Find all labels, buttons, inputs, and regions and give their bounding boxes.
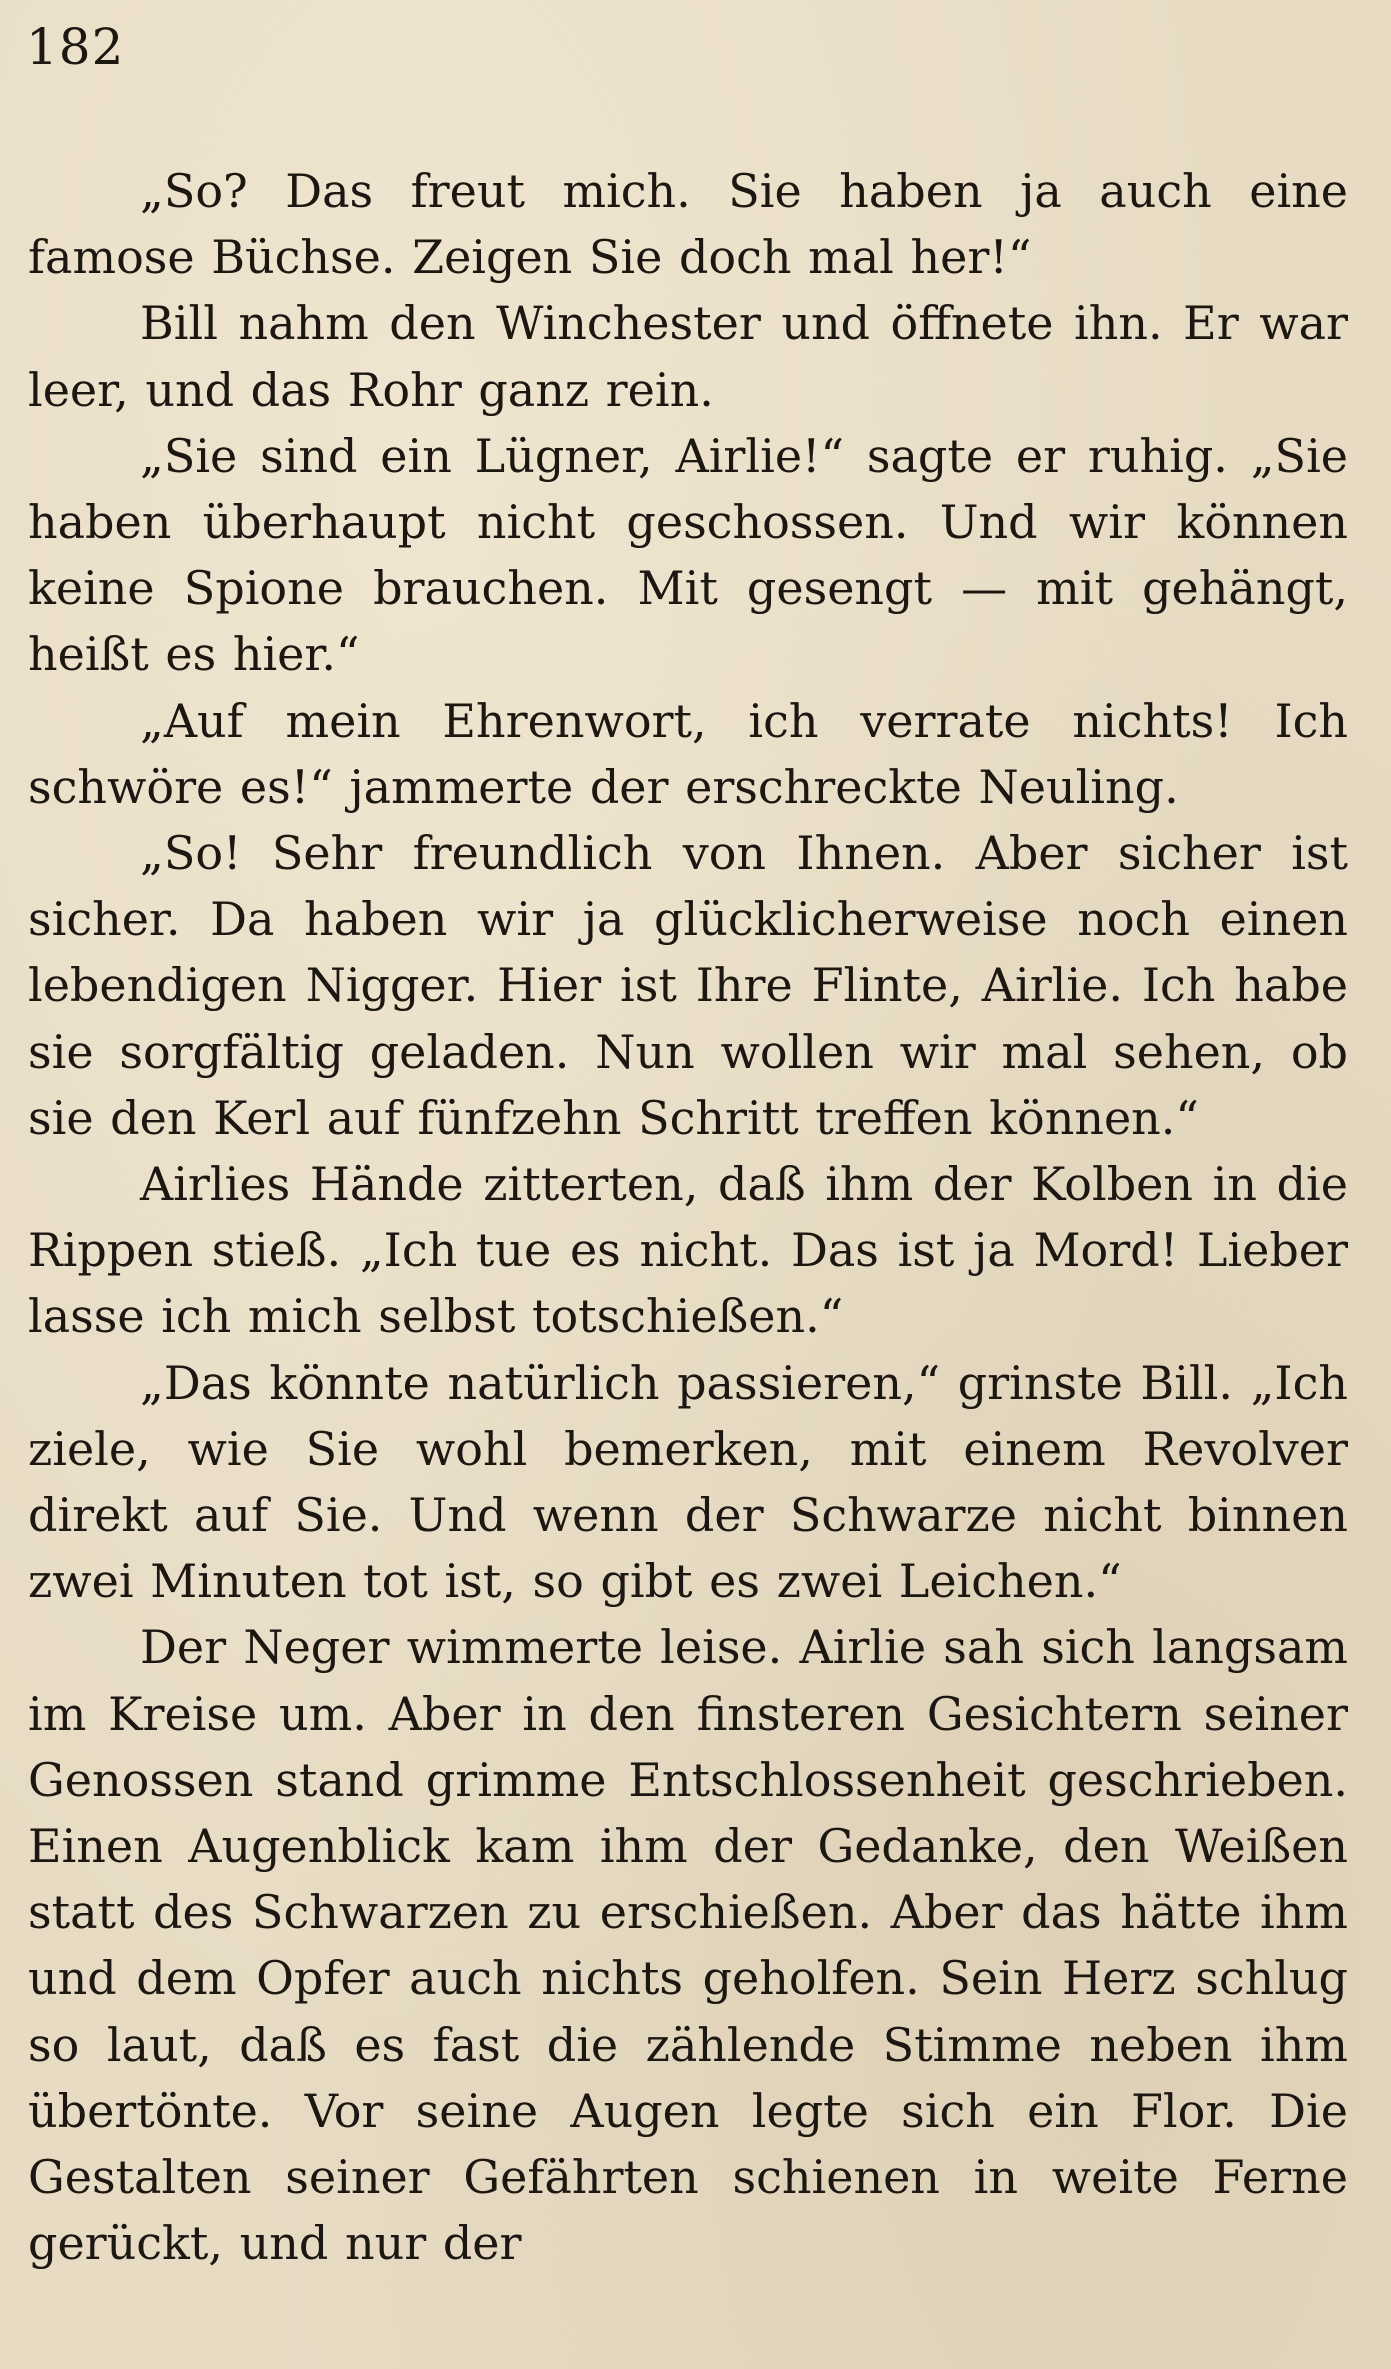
paragraph: Der Neger wimmerte leise. Airlie sah sich langsam im Kreise um. Aber in den finsteren Gesichtern seiner Genossen stand grimme Entschlossenheit geschrieben. Einen Augenblick kam ihm der Gedanke, den Weißen statt des Schwarzen zu erschießen. Aber das hätte ihm und dem Opfer auch nichts geholfen. Sein Herz schlug so laut, daß es fast die zählende Stimme neben ihm übertönte. Vor seine Augen legte sich ein Flor. Die Gestalten seiner Gefährten schienen in weite Ferne gerückt, und nur der	[28, 1620, 1348, 2271]
paragraph: „Das könnte natürlich passieren,“ grinste Bill. „Ich ziele, wie Sie wohl bemerken, mit einem Revolver direkt auf Sie. Und wenn der Schwarze nicht binnen zwei Minuten tot ist, so gibt es zwei Leichen.“	[28, 1355, 1348, 1609]
paragraph: „Sie sind ein Lügner, Airlie!“ sagte er ruhig. „Sie haben überhaupt nicht geschossen. Und wir können keine Spione brauchen. Mit gesengt — mit gehängt, heißt es hier.“	[28, 428, 1348, 682]
body-text	[28, 158, 1348, 2277]
paragraph: Bill nahm den Winchester und öffnete ihn. Er war leer, und das Rohr ganz rein.	[28, 296, 1348, 417]
paragraph: „So? Das freut mich. Sie haben ja auch eine famose Büchse. Zeigen Sie doch mal her!“	[28, 164, 1348, 285]
paragraph: „Auf mein Ehrenwort, ich verrate nichts! Ich schwöre es!“ jammerte der erschreckte Neuling.	[28, 693, 1348, 814]
paragraph: Airlies Hände zitterten, daß ihm der Kolben in die Rippen stieß. „Ich tue es nicht. Das ist ja Mord! Lieber lasse ich mich selbst totschießen.“	[28, 1157, 1348, 1344]
paragraph: „So! Sehr freundlich von Ihnen. Aber sicher ist sicher. Da haben wir ja glücklicherweise noch einen lebendigen Nigger. Hier ist Ihre Flinte, Airlie. Ich habe sie sorgfältig geladen. Nun wollen wir mal sehen, ob sie den Kerl auf fünfzehn Schritt treffen können.“	[28, 826, 1348, 1145]
page-number: 182	[26, 18, 125, 76]
